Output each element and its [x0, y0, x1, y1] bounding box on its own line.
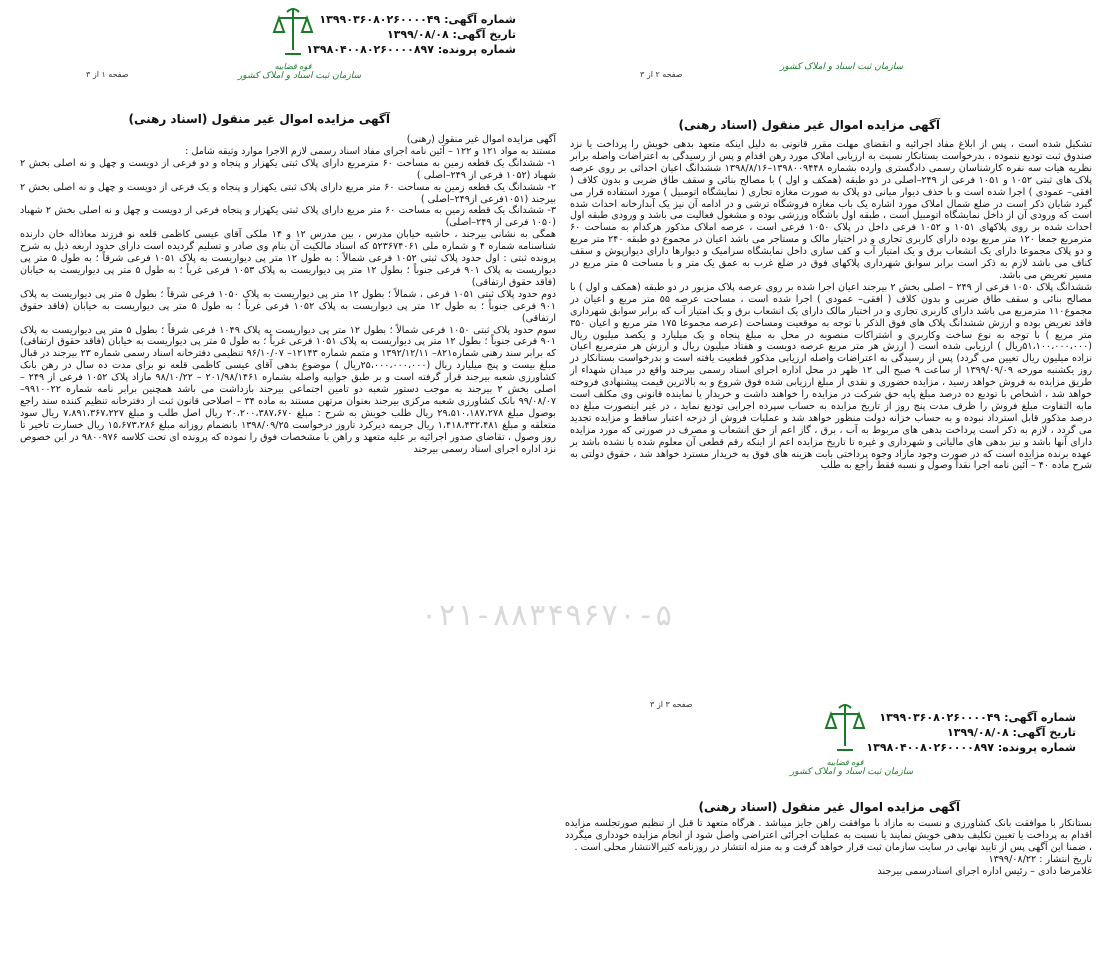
page3-body [565, 818, 1092, 878]
page2-line-1: تشکیل شده است ، پس از ابلاغ مفاد اجرائیه و انقضای مهلت مقرر قانونی به دلیل اینکه متعهد بدهی خویش را پرداخت یا نزد صندوق ثبت تودیع ننموده ، بدرخواست بستانکار نسبت به ارزیابی املاک مورد رهن اقدام و پس از رسیدگی به اعتراضات واصله برابر نظریه هیات سه نفره کارشناسان رسمی دادگستری وارده بشماره ۱۳۹۸۰۰۹۴۴۸–۱۳۹۸/۸/۱۶ ششدانگ اعیان احداثی بر روی عرصه پلاک های ثبتی ۱۰۵۲ و ۱۰۵۱ فرعی از ۲۴۹–اصلی در دو طبقه (همکف و اول ) با مصالح بنائی و سقف طاق ضربی و بدون کلاف ( افقی– عمودی ) اجرا شده است و با حذف دیوار میانی دو پلاک به صورت مغازه تجاری ( نمایشگاه اتومبیل ) مورد استفاده قرار می گیرد شایان ذکر است در ضلع شمال املاک مورد اشاره یک باب مغازه فروشگاه ترشی و در ادامه آن نیز یک آبدارخانه احداث شده است که ورودی آن از داخل نمایشگاه اتومبیل است ، طبقه اول باشگاه ورزشی بوده و مشغول فعالیت می باشد و ورودی طبقه اول احداث شده بر روی پلاکهای ۱۰۵۱ و ۱۰۵۲ فرعی داخل در پلاک ۱۰۵۰ فرعی است ، عرصه املاک مذکور هرکدام به مساحت ۶۰ مترمربع جمعا ۱۲۰ متر مربع بوده دارای کاربری تجاری و در اختیار مالک و مستاجر می باشد اعیان در مجموع دو طبقه ۲۴۰ متر مربع و دو پلاک مجموعا دارای یک انشعاب برق و یک امتیاز آب و کف سازی داخل نمایشگاه سرامیک و دیوارها دارای دیوارپوش و سقف کناف می باشد لازم به ذکر است برابر سوابق شهرداری پلاکهای فوق در ضلع غرب به عمق یک متر و با مساحت ۵ متر مربع در مسیر تعریض می باشد. [570, 139, 1092, 281]
page3-ad-date: تاریخ آگهی: ۱۳۹۹/۰۸/۰۸ [946, 726, 1076, 739]
page1-line-6: همگی به نشانی بیرجند ، حاشیه خیابان مدرس ، بین مدرس ۱۲ و ۱۴ ملکی آقای عیسی کاظمی قلعه نو فرزند معاذاله خان دارنده شناسنامه شماره ۴ و شماره ملی ۵۲۳۶۷۴۰۶۱ که اسناد مالکیت آن بنام وی صادر و تسلیم گردیده است دارای حدود اربعه ذیل به شرح پرونده ثبتی : اول حدود پلاک ثبتی ۱۰۵۲ فرعی شمالاً : به طول ۱۲ متر پی دیواریست به پلاک ۱۰۵۱ فرعی شرقاً ؛ به طول ۵ متر پی دیواریست به پلاک ۹۰۱ فرعی جنوباً ؛ بطول ۱۲ متر پی دیواریست به پلاک ۱۰۵۳ فرعی غرباً ؛ به طول ۵ متر پی دیواریست به خیابان (فاقد حقوق ارتفاقی) [20, 229, 557, 288]
page1-body [20, 134, 556, 455]
page1-emblem-text: قوه قضاییه [274, 62, 312, 71]
page2-body [570, 139, 1092, 472]
page3-case-number: شماره پرونده: ۱۳۹۸۰۴۰۰۸۰۲۶۰۰۰۰۸۹۷ [866, 741, 1076, 754]
page1-line-4: ۲- ششدانگ یک قطعه زمین به مساحت ۶۰ متر مربع دارای پلاک ثبتی یکهزار و پنجاه و یک فرعی از دویست و چهل و نه اصلی بخش ۲ بیرجند (۱۰۵۱فرعی از۲۴۹–اصلی ) [20, 181, 556, 205]
phone-watermark: ۰۲۱-۸۸۳۴۹۶۷۰-۵ [420, 598, 673, 633]
page1-page-label: صفحه ۱ از ۳ [86, 70, 129, 79]
scales-icon [271, 4, 315, 62]
page1-line-7: دوم حدود پلاک ثبتی ۱۰۵۱ فرعی ، شمالاً ؛ بطول ۱۲ متر پی دیواریست به پلاک ۱۰۵۰ فرعی شرقاً ؛ بطول ۵ متر پی دیواریست به پلاک ۹۰۱ فرعی جنوباً ؛ به طول ۱۲ متر پی دیواریست به پلاک ۱۰۵۲ فرعی غرباً ؛ به طول ۵ متر پی دیواریست به خیابان (فاقد حقوق ارتفاقی) [20, 288, 557, 324]
page3-page-label: صفحه ۳ از ۳ [650, 700, 693, 709]
page3-meta [866, 710, 1076, 755]
page1-title: آگهی مزایده اموال غیر منقول (اسناد رهنی) [128, 112, 390, 126]
page1-ad-date: تاریخ آگهی: ۱۳۹۹/۰۸/۰۸ [386, 28, 516, 41]
page3-title: آگهی مزایده اموال غیر منقول (اسناد رهنی) [698, 800, 960, 814]
page1-line-3: ۱- ششدانگ یک قطعه زمین به مساحت ۶۰ مترمربع دارای پلاک ثبتی یکهزار و پنجاه و دو فرعی از دویست و چهل و نه اصلی بخش ۲ شهباد (۱۰۵۲ فرعی از ۲۴۹–اصلی ) [20, 157, 557, 181]
page2-line-2: ششدانگ پلاک ۱۰۵۰ فرعی از ۲۴۹ – اصلی بخش ۲ بیرجند اعیان اجرا شده بر روی عرصه پلاک مزبور در دو طبقه (همکف و اول ) با مصالح بنائی و سقف طاق ضربی و بدون کلاف ( افقی– عمودی ) اجرا شده است ، مساحت عرصه ۵۵ متر مربع و اعیان در مجموع۱۱۰ مترمربع می باشد دارای کاربری تجاری و در اختیار مالک دارای یک انشعاب برق و یک امتیاز آب که برابر سوابق شهرداری فاقد تعریض بوده و ارزش ششدانگ پلاک های فوق الذکر با توجه به موقعیت ومساحت (عرصه مجموعا ۱۷۵ متر مربع و اعیان ۳۵۰ متر مربع ) با توجه به نوع ساخت وکاربری و اشتراکات منصوبه در محل به مبلغ پنجاه و یک میلیارد و یکصد میلیون ریال (۵۱،۱۰۰،۰۰۰،۰۰۰ریال ) ارزیابی شده است ( ارزش هر متر مربع عرصه دویست و هفتاد میلیون ریال و ارزش هر مترمربع اعیان نزاده میلیون ریال تعیین می گردد) پس از رسیدگی به اعتراضات واصله ارزیابی مذکور قطعیت یافته است و بدرخواست بستانکار در روز یکشنبه مورخه ۱۳۹۹/۰۹/۰۹ از ساعت ۹ صبح الی ۱۲ ظهر در محل اداره اجرای اسناد رسمی بیرجند واقع در میدان شهداء از طریق مزایده به فروش خواهد رسید ، مزایده حضوری و نقدی از مبلغ ارزیابی شده فوق شروع و به بالاترین قیمت پیشنهادی فروخته خواهد شد ، اشخاص با تودیع ده درصد مبلغ پایه حق شرکت در مزایده را خواهند داشت و خریدار یا نماینده قانونی وی مکلف است مابه التفاوت مبلغ فروش را ظرف مدت پنج روز از تاریخ مزایده به حساب سپرده اجرایی تودیع نماید ، در غیر اینصورت مبلغ ده درصد مذکور قابل استرداد نبوده و به حساب خزانه دولت منظور خواهد شد و عملیات فروش از درجه اعتبار ساقط و مزایده تجدید می گردد ، لازم به ذکر است پرداخت بدهی های مربوط به آب ، برق ، گاز اعم از حق انشعاب و مصرف در صورتی که مورد مزایده دارای آنها باشد و نیز بدهی های مالیاتی و شهرداری و غیره تا تاریخ مزایده اعم از اینکه رقم قطعی آن معلوم شده یا نشده باشد بر عهده برنده مزایده است که در صورت وجود مازاد وجوه پرداختی بابت هزینه های فوق به خریدار مسترد خواهد شد ، حقوق دولتی به شرح ماده ۴۰ – آئین نامه اجرا نقداً وصول و نسبه فقط راجع به طلب [570, 281, 1093, 472]
page2-page-label: صفحه ۲ از ۳ [640, 70, 683, 79]
page3-signature: غلامرضا دادی – رئیس اداره اجرای اسنادرسمی بیرجند [877, 865, 1092, 877]
page1-case-number: شماره پرونده: ۱۳۹۸۰۴۰۰۸۰۲۶۰۰۰۰۸۹۷ [306, 43, 516, 56]
page2-title: آگهی مزایده اموال غیر منقول (اسناد رهنی) [678, 118, 940, 132]
page1-org-text: سازمان ثبت اسناد و املاک کشور [238, 71, 362, 81]
page3-judiciary-emblem [790, 700, 914, 777]
page3-ad-number: شماره آگهی: ۱۳۹۹۰۳۶۰۸۰۲۶۰۰۰۰۴۹ [879, 711, 1076, 724]
page3-line-1: بستانکار با موافقت بانک کشاورزی و نسبت به مازاد با موافقت راهن جایز میباشد . هرگاه متعهد تا قبل از تنظیم صورتجلسه مزایده اقدام به پرداخت یا تعیین تکلیف بدهی خویش نمایند یا نسبت به عملیات اجرائی اعتراضی واصل شود از انجام مزایده خودداری میگردد ، ضمنا این آگهی پس از تایید نهایی در سایت سازمان ثبت قرار خواهد گرفت و به منزله انتشار در روزنامه کثیرالانتشار محلی است . [565, 818, 1092, 853]
page1-line-1: آگهی مزایده اموال غیر منقول (رهنی) [406, 134, 556, 145]
page1-line-5: ۳- ششدانگ یک قطعه زمین به مساحت ۶۰ متر مربع دارای پلاک ثبتی یکهزار و پنجاه فرعی از دویست و چهل و نه اصلی بخش ۲ شهباد (۱۰۵۰ فرعی از ۲۴۹–اصلی) [20, 205, 556, 229]
page2-org-logo [780, 62, 904, 72]
page3-emblem-text: قوه قضاییه [826, 758, 864, 767]
page1-judiciary-emblem [238, 4, 362, 81]
page2-org-text: سازمان ثبت اسناد و املاک کشور [780, 62, 904, 72]
page1-ad-number: شماره آگهی: ۱۳۹۹۰۳۶۰۸۰۲۶۰۰۰۰۴۹ [319, 13, 516, 26]
page1-line-8: سوم حدود پلاک ثبتی ۱۰۵۰ فرعی شمالاً ؛ بطول ۱۲ متر پی دیواریست به پلاک ۱۰۴۹ فرعی شرقاً ؛ بطول ۵ متر پی دیواریست به پلاک ۹۰۱ فرعی جنوباً ؛ بطول ۱۲ متر پی دیواریست به پلاک ۱۰۵۱ فرعی غرباً ؛ به طول ۵ متر پی دیواریست به خیابان (فاقد حقوق ارتفاقی) که برابر سند رهنی شماره۸۲۱– ۱۳۹۲/۱۲/۱۱ و متمم شماره ۱۲۱۴۳– ۹۶/۱۰/۰۷ تنظیمی دفترخانه اسناد رسمی شماره ۲۳ بیرجند در قبال مبلغ بیست و پنج میلیارد ریال (۲۵،۰۰۰،۰۰۰،۰۰۰ریال ) موضوع بدهی آقای عیسی کاظمی قلعه نو برای مدت ده سال در رهن بانک کشاورزی شعبه بیرجند قرار گرفته است و بر طبق جوابیه واصله بشماره ۲۰۱/۹۸/۱۴۶۱ – ۹۸/۱۰/۲۲ مازاد پلاک ۱۰۵۲ فرعی از ۲۴۹ –اصلی بخش ۲ بیرجند به موجب دستور شعبه دو تامین اجتماعی بیرجند بازداشت می باشد همچنین برابر نامه شماره ۹۹۱۰۰۲۲– ۹۹/۰۸/۰۷ بانک کشاورزی شعبه مرکزی بیرجند بعنوان مرتهن مستند به ماده ۳۴ – اصلاحی قانون ثبت از دفترخانه تنظیم کننده سند راجع بوصول مبلغ ۲۹،۵۱۰،۱۸۷،۲۷۸ ریال طلب خویش به شرح : مبلغ ۲۰،۲۰۰،۳۸۷،۶۷۰ ریال اصل طلب و مبلغ ۷،۸۹۱،۳۶۷،۲۲۷ ریال سود متعلقه و مبلغ ۱،۴۱۸،۴۳۲،۴۸۱ ریال جریمه دیرکرد تاروز درخواست ۱۳۹۸/۰۹/۲۵ بانضمام روزانه مبلغ ۱۵،۶۷۳،۲۸۶ ریال خسارت تاخیر تا روز وصول ، تقاضای صدور اجرائیه بر علیه متعهد و راهن با مشخصات فوق را نموده که پرونده ای تحت کلاسه ۹۸۰۰۹۷۶ در این خصوص نزد اداره اجرای اسناد رسمی بیرجند [20, 324, 557, 455]
page3-publish-date: تاریخ انتشار : ۱۳۹۹/۰۸/۲۲ [988, 853, 1092, 865]
page3-org-text: سازمان ثبت اسناد و املاک کشور [790, 767, 914, 777]
page1-line-2: مستند به مواد ۱۲۱ و ۱۲۲ – آئین نامه اجرای مفاد اسناد رسمی لازم الاجرا موارد وثیقه شامل : [185, 145, 556, 157]
scales-icon [823, 700, 867, 758]
